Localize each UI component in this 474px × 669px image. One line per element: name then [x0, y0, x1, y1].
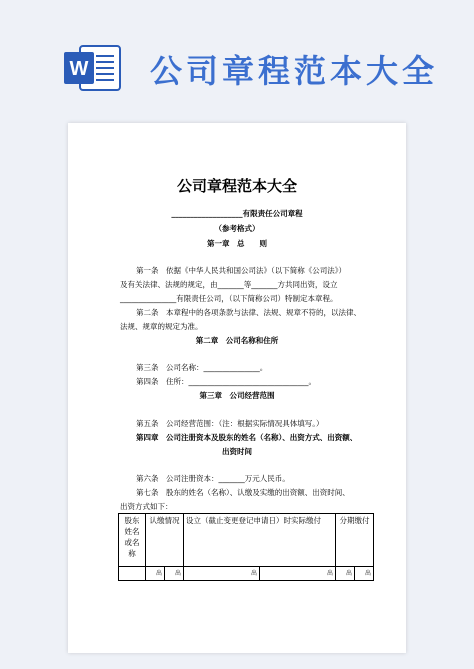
- article5: 第五条 公司经营范围：（注：根据实际情况具体填写。）: [136, 419, 324, 428]
- chapter2-heading: 第二章 公司名称和住所: [195, 336, 279, 345]
- article7-line2: 出资方式如下：: [120, 502, 173, 511]
- article1-line2: 及有关法律、法规的规定，由_______等_______方共同出资，设立: [120, 280, 338, 289]
- article4: 第四条 住所：________________________________。: [136, 377, 316, 386]
- article1-line1: 第一条 依据《中华人民共和国公司法》（以下简称《公司法》）: [136, 266, 346, 275]
- table-cell: 出: [184, 567, 260, 581]
- article3: 第三条 公司名称：_______________。: [136, 363, 268, 372]
- chapter1-heading: 第一章 总 则: [207, 239, 267, 248]
- word-icon-letter: W: [69, 58, 89, 80]
- chapter4-heading-line1: 第四章 公司注册资本及股东的姓名（名称）、出资方式、出资额、: [136, 433, 358, 442]
- table-cell: [119, 567, 146, 581]
- table-cell: 出: [165, 567, 184, 581]
- banner: [0, 0, 474, 110]
- table-header-row: [119, 514, 374, 567]
- article1-line3: _______________有限责任公司，（以下简称公司）特制定本章程。: [120, 294, 338, 303]
- table-header-installment: 分期缴付: [336, 514, 374, 567]
- table-header-paid: 设立（截止变更登记申请日）时实际缴付: [184, 514, 336, 567]
- article2-line2: 法规、规章的规定为准。: [120, 322, 203, 331]
- table-cell: 出: [146, 567, 165, 581]
- article6: 第六条 公司注册资本：_______万元人民币。: [136, 474, 290, 483]
- document-title: 公司章程范本大全: [176, 177, 297, 195]
- table-cell: 出: [336, 567, 355, 581]
- article2-line1: 第二条 本章程中的各项条款与法律、法规、规章不符的，以法律、: [136, 308, 361, 317]
- banner-title: 公司章程范本大全: [150, 52, 439, 90]
- table-cell: 出: [260, 567, 336, 581]
- format-note: （参考格式）: [214, 224, 260, 233]
- article7-line1: 第七条 股东的姓名（名称）、认缴及实缴的出资额、出资时间、: [136, 488, 350, 497]
- document-page: [68, 123, 406, 653]
- chapter4-heading-line2: 出资时间: [222, 447, 252, 456]
- document-subtitle: ___________________有限责任公司章程: [171, 209, 303, 218]
- table-header-subscribed: 认缴情况: [146, 514, 184, 567]
- table-header-shareholder: 股东姓名或名称: [119, 514, 146, 567]
- shareholder-table: [118, 513, 374, 581]
- word-icon: [62, 42, 122, 94]
- table-cell: 出: [355, 567, 374, 581]
- chapter3-heading: 第三章 公司经营范围: [199, 391, 275, 400]
- table-row: [119, 567, 374, 581]
